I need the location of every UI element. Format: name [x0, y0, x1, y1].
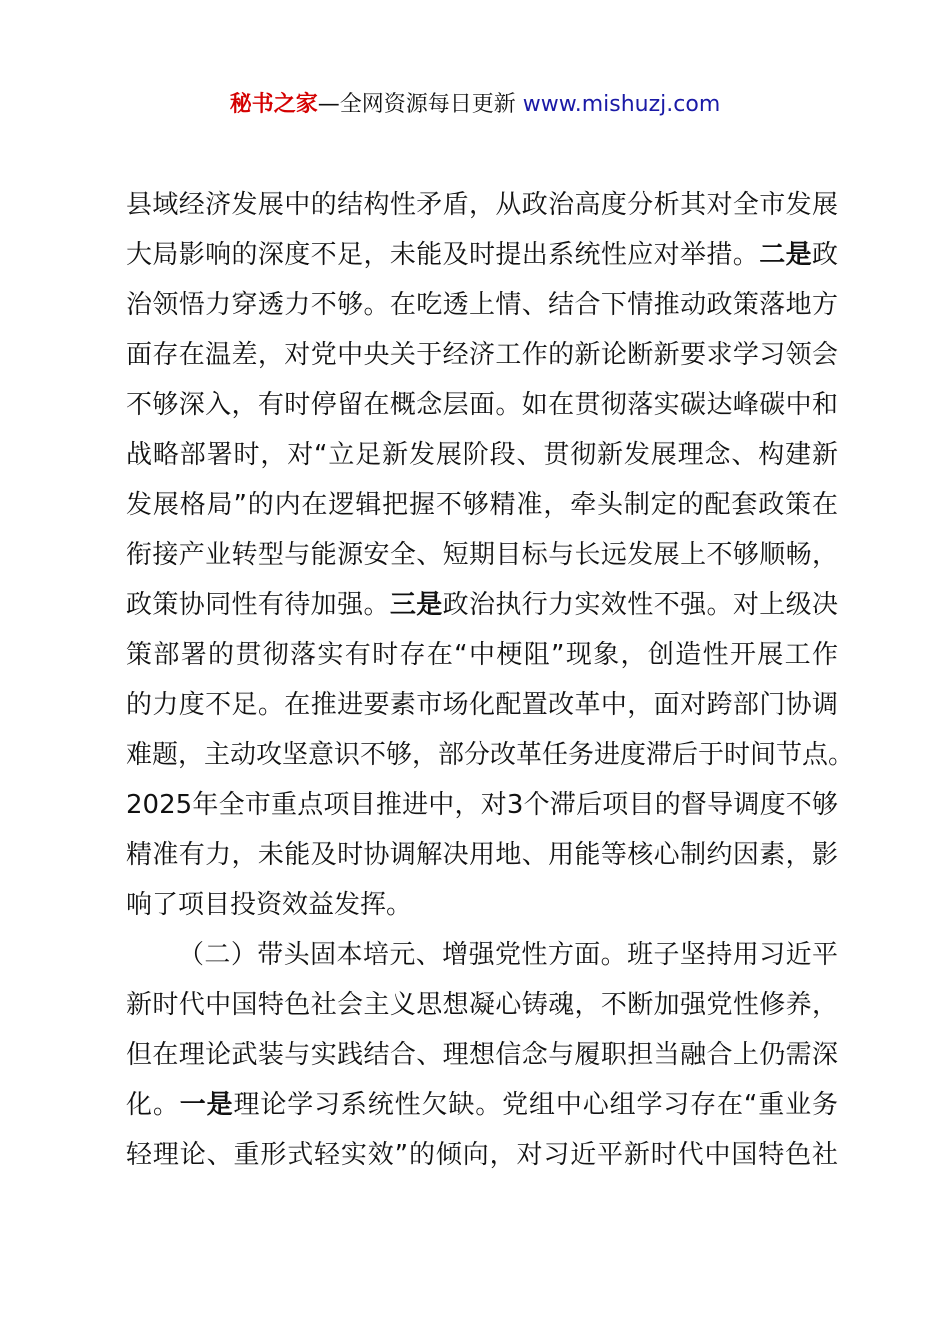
- emphasis-label: 一是: [179, 1090, 234, 1120]
- text-line: 治领悟力穿透力不够。在吃透上情、结合下情推动政策落地方: [126, 290, 838, 320]
- text-line: [126, 580, 838, 630]
- text-line: 新时代中国特色社会主义思想凝心铸魂，不断加强党性修养，: [126, 990, 838, 1020]
- text-segment: 大局影响的深度不足，未能及时提出系统性应对举措。: [126, 240, 760, 270]
- paragraph-1: [126, 180, 855, 930]
- text-line: 难题，主动攻坚意识不够，部分改革任务进度滞后于时间节点。: [126, 740, 855, 770]
- text-segment: 政治执行力实效性不强。对上级决: [442, 590, 838, 620]
- emphasis-label: 二是: [759, 240, 812, 270]
- text-line: 发展格局”的内在逻辑把握不够精准，牵头制定的配套政策在: [126, 490, 838, 520]
- text-line: 面存在温差，对党中央关于经济工作的新论断新要求学习领会: [126, 340, 838, 370]
- text-segment: 政策协同性有待加强。: [126, 590, 390, 620]
- text-line: 2025年全市重点项目推进中，对3个滞后项目的督导调度不够: [126, 790, 838, 820]
- header-tagline: 全网资源每日更新: [339, 92, 523, 117]
- section-heading-line: （二）带头固本培元、增强党性方面。班子坚持用习近平: [178, 940, 838, 970]
- document-body: [126, 180, 855, 1180]
- header-dash: —: [317, 92, 340, 117]
- text-line: 轻理论、重形式轻实效”的倾向，对习近平新时代中国特色社: [126, 1140, 838, 1170]
- text-line: 策部署的贯彻落实有时存在“中梗阻”现象，创造性开展工作: [126, 640, 838, 670]
- text-line: 精准有力，未能及时协调解决用地、用能等核心制约因素，影: [126, 840, 838, 870]
- text-line: 不够深入，有时停留在概念层面。如在贯彻落实碳达峰碳中和: [126, 390, 838, 420]
- emphasis-label: 三是: [389, 590, 443, 620]
- text-line: [126, 230, 838, 280]
- brand-name: 秘书之家: [229, 92, 318, 117]
- site-url-link[interactable]: www.mishuzj.com: [522, 92, 721, 117]
- paragraph-2: [126, 930, 838, 1180]
- text-line: 战略部署时，对“立足新发展阶段、贯彻新发展理念、构建新: [126, 440, 838, 470]
- text-line: [126, 1080, 838, 1130]
- site-header: [0, 88, 950, 122]
- text-line: 响了项目投资效益发挥。: [126, 890, 413, 920]
- text-segment: 理论学习系统性欠缺。党组中心组学习存在“重业务: [233, 1090, 838, 1120]
- text-line: 但在理论武装与实践结合、理想信念与履职担当融合上仍需深: [126, 1040, 838, 1070]
- text-line: 的力度不足。在推进要素市场化配置改革中，面对跨部门协调: [126, 690, 838, 720]
- text-line: 衔接产业转型与能源安全、短期目标与长远发展上不够顺畅，: [126, 540, 838, 570]
- text-line: 县域经济发展中的结构性矛盾，从政治高度分析其对全市发展: [126, 190, 838, 220]
- text-segment: 化。: [126, 1090, 180, 1120]
- text-segment: 政: [811, 240, 838, 270]
